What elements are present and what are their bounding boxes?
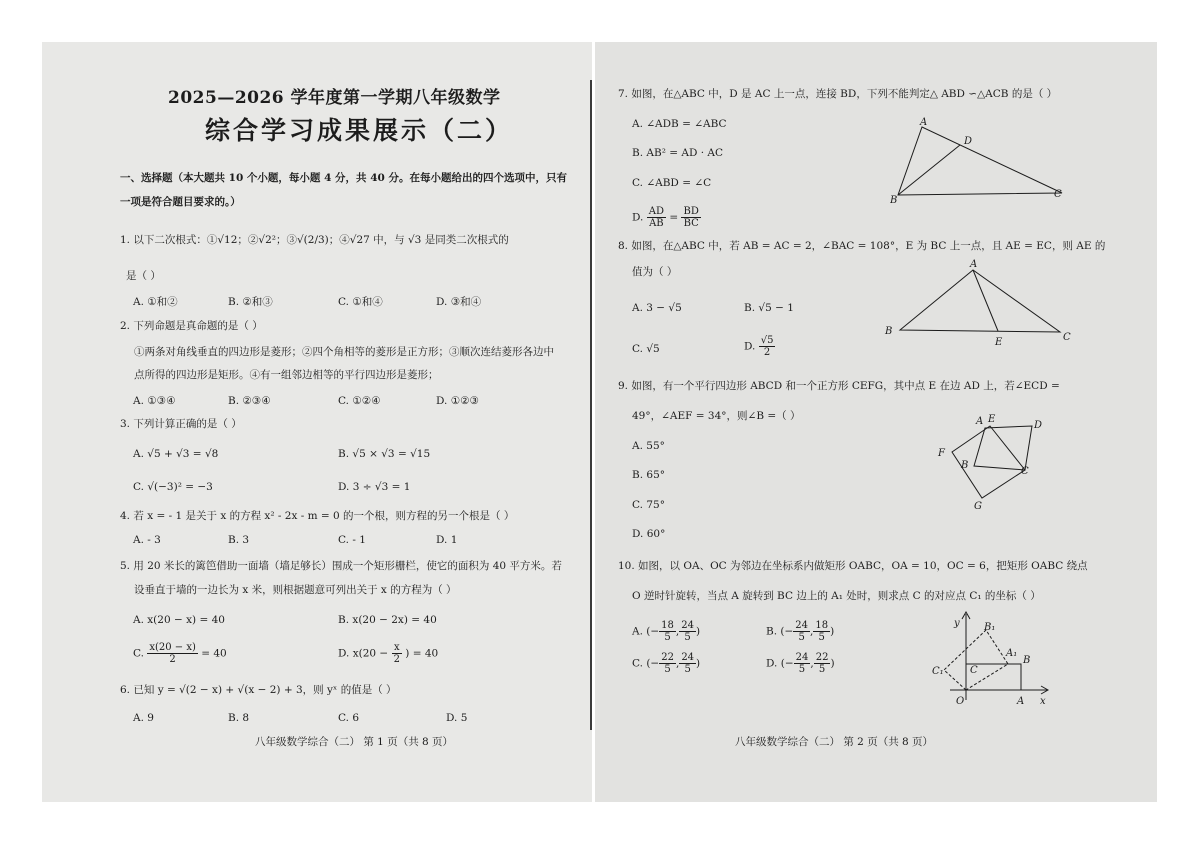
question-2-statements: ①两条对角线垂直的四边形是菱形；②四个角相等的菱形是正方形；③顺次连结菱形各边中 bbox=[134, 346, 554, 358]
fig9-label-d: D bbox=[1034, 420, 1043, 431]
q8-option-b: B. √5 − 1 bbox=[744, 302, 794, 314]
fig10-label-c1: C₁ bbox=[932, 666, 944, 677]
q7-option-d: D. $\frac{AD}{AB}$ = $\frac{BD}{BC}$ bbox=[632, 206, 699, 229]
q1-option-c: C. ①和④ bbox=[338, 296, 383, 308]
q1-option-b: B. ②和③ bbox=[228, 296, 273, 308]
q4-option-b: B. 3 bbox=[228, 534, 250, 546]
fig10-label-x: x bbox=[1040, 696, 1046, 707]
q2-option-b: B. ②③④ bbox=[228, 395, 271, 407]
fig7-label-c: C bbox=[1054, 189, 1062, 200]
question-5-cont: 设垂直于墙的一边长为 x 米，则根据题意可列出关于 x 的方程为（ ） bbox=[134, 584, 457, 596]
q5-option-c: C. $\frac{x(20 - x)}{2}$ = 40 bbox=[133, 642, 227, 665]
q4-option-a: A. - 3 bbox=[133, 534, 161, 546]
question-7: 7. 如图，在△ABC 中，D 是 AC 上一点，连接 BD，下列不能判定△ ABD ∽△ACB 的是（ ） bbox=[618, 88, 1058, 100]
q3-option-c: C. √(−3)² = −3 bbox=[133, 481, 213, 493]
q8-option-a: A. 3 − √5 bbox=[632, 302, 682, 314]
fig10-label-o: O bbox=[956, 696, 965, 707]
fig7-label-b: B bbox=[890, 195, 898, 205]
q8-option-d: D. $\frac{√5}{2}$ bbox=[744, 335, 774, 358]
q9-option-d: D. 60° bbox=[632, 528, 666, 540]
q10-option-a: A. (− $\frac{18}{5}$ , $\frac{24}{5}$ ) bbox=[632, 620, 701, 643]
q9-option-c: C. 75° bbox=[632, 499, 665, 511]
fig8-label-b: B bbox=[885, 326, 893, 337]
question-8: 8. 如图，在△ABC 中，若 AB = AC = 2，∠BAC = 108°，E 为 BC 上一点，且 AE = EC，则 AE 的 bbox=[618, 240, 1106, 252]
q7-option-b: B. AB² = AD · AC bbox=[632, 147, 724, 159]
q7-option-c: C. ∠ABD = ∠C bbox=[632, 177, 712, 189]
question-3: 3. 下列计算正确的是（ ） bbox=[120, 418, 242, 430]
page-footer-right: 八年级数学综合（二） 第 2 页（共 8 页） bbox=[735, 736, 934, 748]
figure-q10-coordinate bbox=[930, 608, 1055, 710]
page-footer-left: 八年级数学综合（二） 第 1 页（共 8 页） bbox=[255, 736, 454, 748]
fig10-label-a1: A₁ bbox=[1006, 648, 1018, 659]
fig9-label-f: F bbox=[938, 448, 945, 459]
q1-option-d: D. ③和④ bbox=[436, 296, 482, 308]
figure-q9-parallelogram-square bbox=[930, 410, 1060, 515]
q9-option-a: A. 55° bbox=[632, 440, 665, 452]
question-9: 9. 如图，有一个平行四边形 ABCD 和一个正方形 CEFG，其中点 E 在边 AD 上，若∠ECD = bbox=[618, 380, 1060, 392]
q5-option-a: A. x(20 − x) = 40 bbox=[133, 614, 225, 626]
q2-option-a: A. ①③④ bbox=[133, 395, 176, 407]
q2-option-c: C. ①②④ bbox=[338, 395, 381, 407]
q3-option-d: D. 3 ÷ √3 = 1 bbox=[338, 481, 411, 493]
section-heading-cont: 一项是符合题目要求的。） bbox=[120, 196, 241, 208]
figure-q7-triangle bbox=[890, 115, 1070, 205]
q1-option-a: A. ①和② bbox=[133, 296, 178, 308]
question-6: 6. 已知 y = √(2 − x) + √(x − 2) + 3，则 yˣ 的值是（ ） bbox=[120, 684, 397, 696]
page-fold bbox=[590, 80, 592, 730]
q4-option-d: D. 1 bbox=[436, 534, 458, 546]
q6-option-c: C. 6 bbox=[338, 712, 360, 724]
question-10: 10. 如图，以 OA、OC 为邻边在坐标系内做矩形 OABC，OA = 10，OC = 6，把矩形 OABC 绕点 bbox=[618, 560, 1088, 572]
fig10-label-c: C bbox=[970, 665, 978, 676]
question-4: 4. 若 x = - 1 是关于 x 的方程 x² - 2x - m = 0 的一个根，则方程的另一个根是（ ） bbox=[120, 510, 515, 522]
fig7-label-d: D bbox=[964, 136, 973, 147]
fig9-label-g: G bbox=[974, 501, 982, 512]
fig10-label-b: B bbox=[1023, 655, 1031, 666]
q10-option-c: C. (− $\frac{22}{5}$ , $\frac{24}{5}$ ) bbox=[632, 652, 701, 675]
fig7-label-a: A bbox=[920, 117, 928, 128]
q9-option-b: B. 65° bbox=[632, 469, 666, 481]
fig9-label-a: A bbox=[976, 416, 984, 427]
q8-option-c: C. √5 bbox=[632, 343, 660, 355]
question-1-cont: 是（ ） bbox=[126, 270, 161, 282]
fig9-label-e: E bbox=[988, 414, 996, 425]
question-2: 2. 下列命题是真命题的是（ ） bbox=[120, 320, 263, 332]
q6-option-d: D. 5 bbox=[446, 712, 468, 724]
q4-option-c: C. - 1 bbox=[338, 534, 366, 546]
q7-option-a: A. ∠ADB = ∠ABC bbox=[632, 118, 727, 130]
q10-option-d: D. (− $\frac{24}{5}$ , $\frac{22}{5}$ ) bbox=[766, 652, 835, 675]
q3-option-b: B. √5 × √3 = √15 bbox=[338, 448, 431, 460]
question-1: 1. 以下二次根式：①√12；②√2²；③√(2/3)；④√27 中，与 √3 是同类二次根式的 bbox=[120, 234, 509, 246]
question-2-statements-cont: 点所得的四边形是矩形。④有一组邻边相等的平行四边形是菱形； bbox=[134, 369, 439, 381]
section-heading: 一、选择题（本大题共 10 个小题，每小题 4 分，共 40 分。在每小题给出的四个选项中，只有 bbox=[120, 172, 567, 184]
question-10-cont: O 逆时针旋转，当点 A 旋转到 BC 边上的 A₁ 处时，则求点 C 的对应点 C₁ 的坐标（ ） bbox=[632, 590, 1041, 602]
fig8-label-c: C bbox=[1063, 332, 1071, 343]
fig9-label-b: B bbox=[961, 460, 969, 471]
q3-option-a: A. √5 + √3 = √8 bbox=[133, 448, 219, 460]
fig8-label-e: E bbox=[995, 337, 1003, 348]
question-8-cont: 值为（ ） bbox=[632, 266, 678, 278]
question-5: 5. 用 20 米长的篱笆借助一面墙（墙足够长）围成一个矩形栅栏，使它的面积为 40 平方米。若 bbox=[120, 560, 562, 572]
fig10-label-y: y bbox=[954, 618, 960, 629]
q6-option-a: A. 9 bbox=[133, 712, 154, 724]
q5-option-d: D. x(20 − $\frac{x}{2}$ ) = 40 bbox=[338, 642, 439, 665]
fig10-label-a: A bbox=[1017, 696, 1025, 707]
q10-option-b: B. (− $\frac{24}{5}$ , $\frac{18}{5}$ ) bbox=[766, 620, 835, 643]
fig10-label-b1: B₁ bbox=[984, 622, 996, 633]
q2-option-d: D. ①②③ bbox=[436, 395, 479, 407]
exam-subtitle: 综合学习成果展示（二） bbox=[205, 116, 514, 145]
figure-q8-triangle bbox=[880, 256, 1075, 348]
fig8-label-a: A bbox=[970, 259, 978, 270]
q5-option-b: B. x(20 − 2x) = 40 bbox=[338, 614, 437, 626]
fig9-label-c: C bbox=[1021, 466, 1029, 477]
exam-title: 2025—2026 学年度第一学期八年级数学 bbox=[168, 88, 501, 108]
q6-option-b: B. 8 bbox=[228, 712, 250, 724]
question-9-cont: 49°，∠AEF = 34°，则∠B =（ ） bbox=[632, 410, 801, 422]
